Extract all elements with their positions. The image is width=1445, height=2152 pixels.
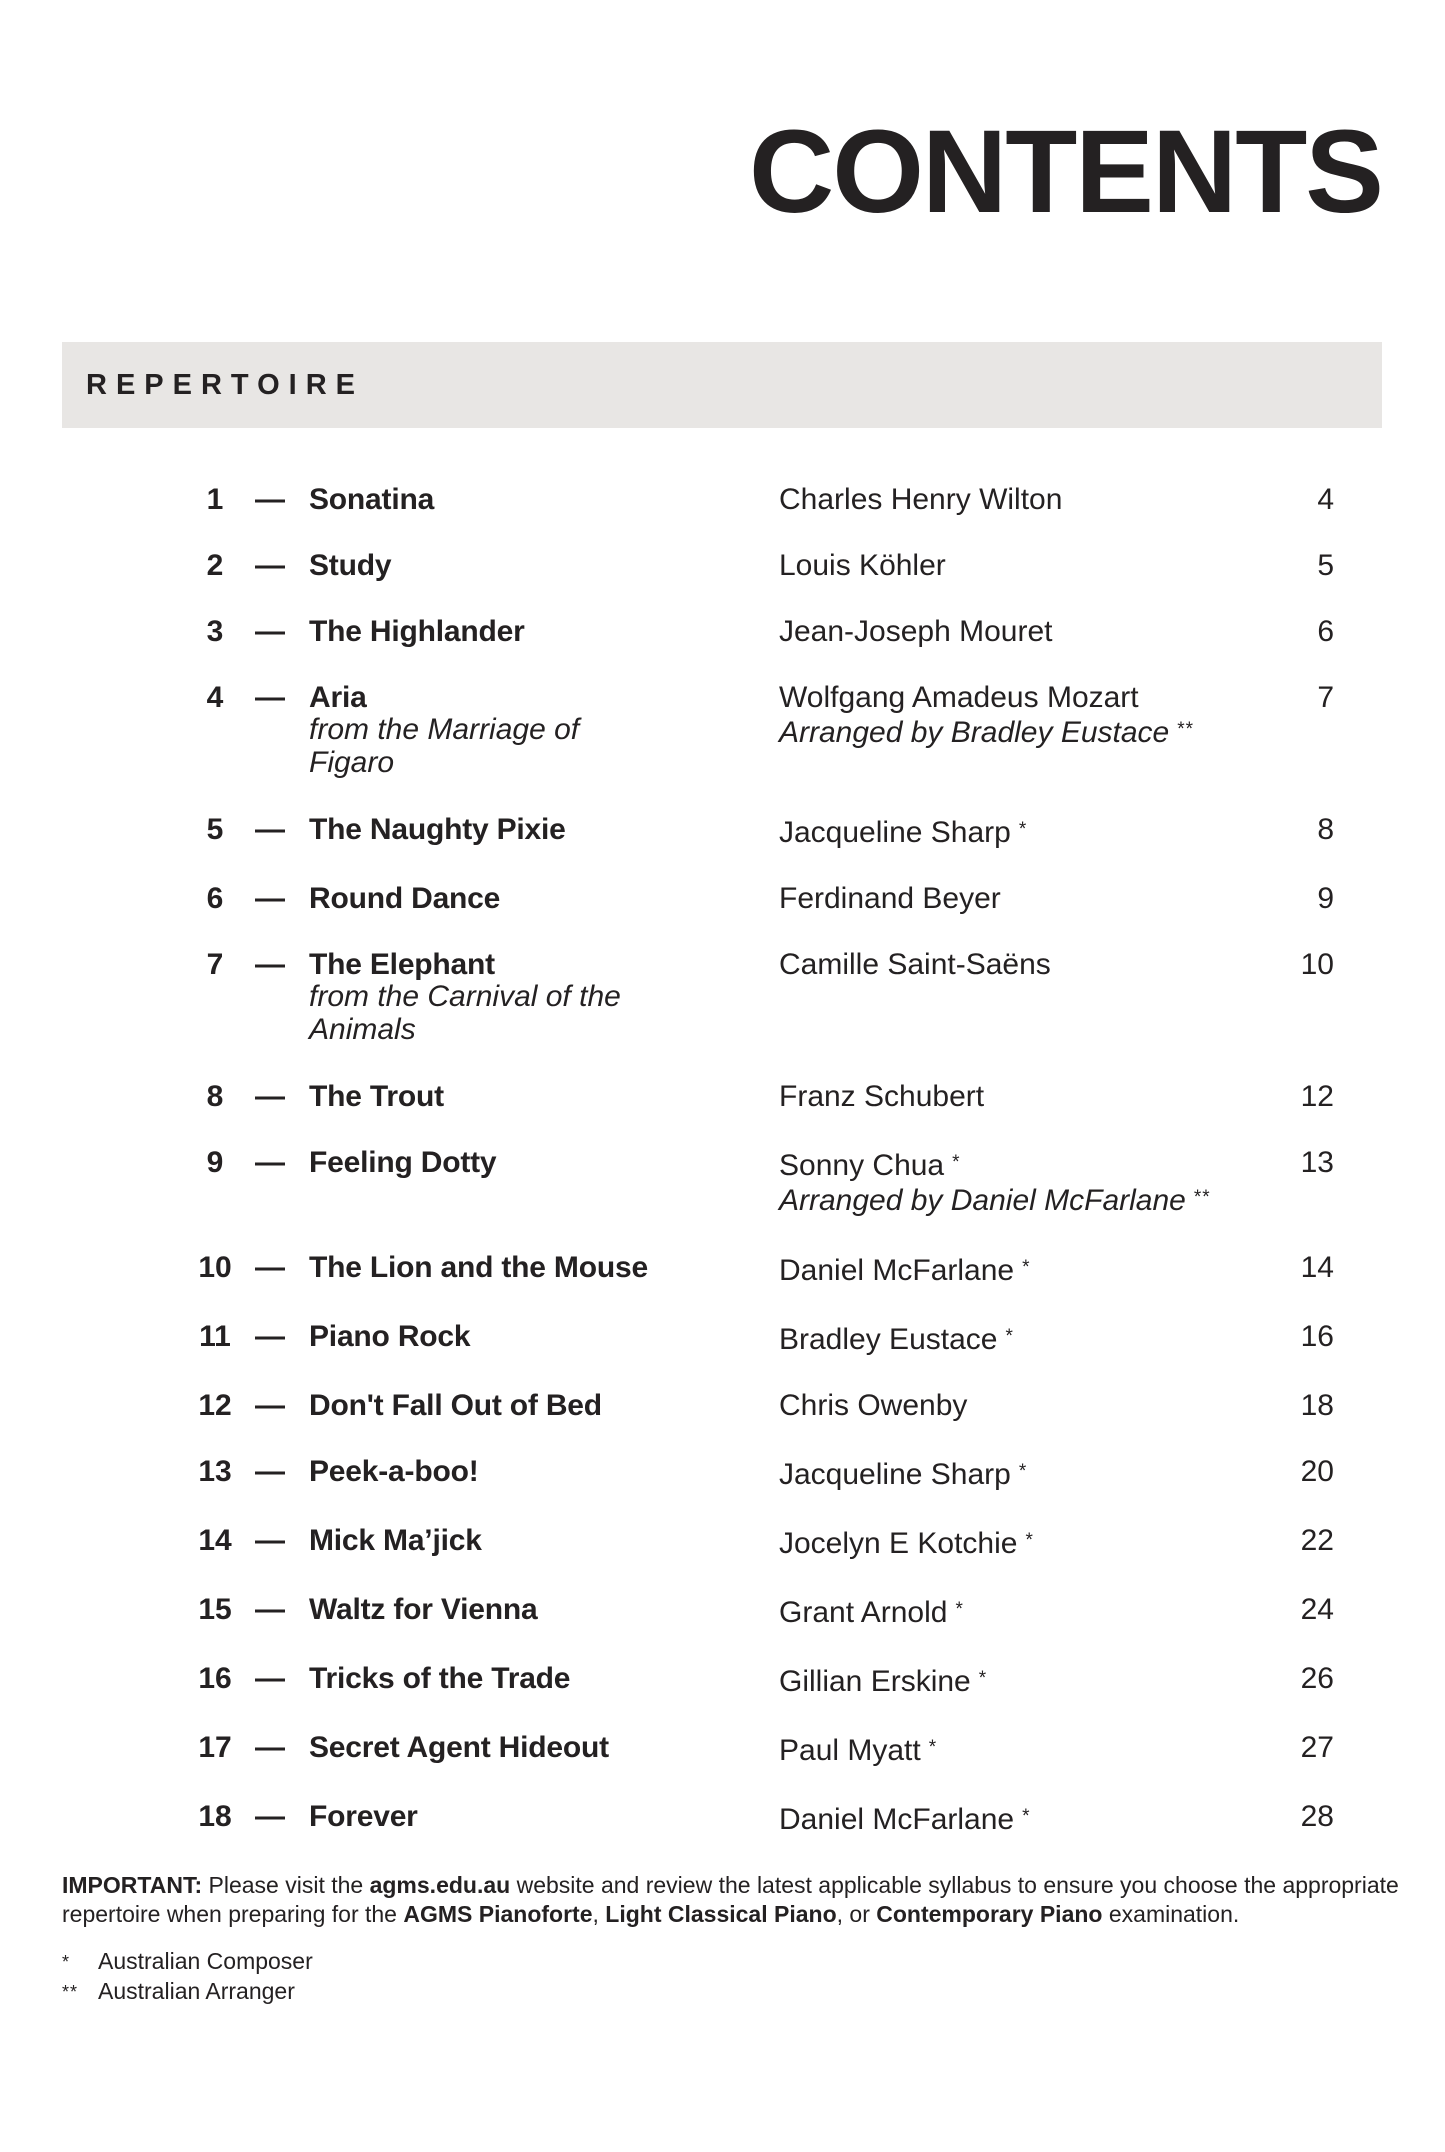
important-line <box>62 1871 1399 1900</box>
entry-composer: Jacqueline Sharp * <box>779 1458 1028 1491</box>
entry-composer: Camille Saint-Saëns <box>779 948 1051 981</box>
entry-composer-cell <box>779 683 1244 749</box>
entry-title: Secret Agent Hideout <box>309 1731 609 1764</box>
entry-composer-cell <box>779 815 1244 848</box>
entry-composer-cell <box>779 1595 1244 1628</box>
entry-page: 8 <box>1317 813 1334 846</box>
footer-text-segment: repertoire when preparing for the <box>62 1901 404 1927</box>
entry-composer-cell <box>779 1148 1244 1217</box>
entry-title-cell <box>309 1802 779 1832</box>
entry-number: 9 <box>206 1146 224 1179</box>
entry-number: 14 <box>198 1524 232 1557</box>
toc-row <box>62 1733 1334 1766</box>
entry-composer-cell <box>779 1733 1244 1766</box>
entry-dash: — <box>255 1251 285 1284</box>
entry-title-cell <box>309 1664 779 1694</box>
page-footer <box>62 1871 1399 2007</box>
entry-composer: Louis Köhler <box>779 549 946 582</box>
entry-page: 14 <box>1300 1251 1334 1284</box>
entry-page: 10 <box>1300 948 1334 981</box>
composer-asterisk-mark: * <box>928 1737 938 1758</box>
entry-page: 4 <box>1317 483 1334 516</box>
entry-title: Tricks of the Trade <box>309 1662 571 1695</box>
entry-title-cell <box>309 551 779 581</box>
entry-title-cell <box>309 1595 779 1625</box>
entry-dash: — <box>255 1731 285 1764</box>
entry-composer: Daniel McFarlane * <box>779 1803 1031 1836</box>
entry-number: 16 <box>198 1662 232 1695</box>
entry-title-cell <box>309 1733 779 1763</box>
entry-title: Forever <box>309 1800 418 1833</box>
section-header-label: REPERTOIRE <box>86 368 365 401</box>
legend-item <box>62 1947 1382 1977</box>
arranger-asterisk-mark: ** <box>1177 719 1195 740</box>
toc-row <box>62 1391 1334 1421</box>
contents-page <box>0 108 1445 2007</box>
entry-composer-cell <box>779 551 1244 581</box>
entry-number: 7 <box>206 948 224 981</box>
entry-page: 16 <box>1300 1320 1334 1353</box>
entry-title-cell <box>309 1148 779 1178</box>
composer-asterisk-mark: * <box>1022 1806 1031 1827</box>
composer-asterisk-mark: * <box>1022 1257 1031 1278</box>
entry-dash: — <box>255 882 285 915</box>
entry-title-cell <box>309 1457 779 1487</box>
toc-row <box>62 950 1334 1046</box>
arranger-asterisk-mark: ** <box>1193 1187 1211 1208</box>
composer-asterisk-mark: * <box>952 1152 961 1173</box>
entry-page: 28 <box>1300 1800 1334 1833</box>
entry-dash: — <box>255 1080 285 1113</box>
page-title: CONTENTS <box>749 106 1382 238</box>
entry-dash: — <box>255 1389 285 1422</box>
toc-row <box>62 815 1334 848</box>
entry-composer-cell <box>779 1802 1244 1835</box>
entry-composer: Charles Henry Wilton <box>779 483 1063 516</box>
entry-number: 6 <box>206 882 224 915</box>
entry-title: The Trout <box>309 1080 444 1113</box>
entry-composer-cell <box>779 1526 1244 1559</box>
composer-asterisk-mark: * <box>955 1599 964 1620</box>
entry-composer: Ferdinand Beyer <box>779 882 1001 915</box>
entry-number: 5 <box>206 813 224 846</box>
entry-dash: — <box>255 1146 285 1179</box>
toc-row <box>62 1322 1334 1355</box>
legend <box>62 1947 1382 2007</box>
entry-title-cell <box>309 1253 779 1283</box>
entry-number: 13 <box>198 1455 232 1488</box>
entry-dash: — <box>255 1593 285 1626</box>
composer-asterisk-mark: * <box>1005 1326 1014 1347</box>
entry-composer-cell <box>779 617 1244 647</box>
entry-title: The Highlander <box>309 615 525 648</box>
footer-text-segment: website and review the latest applicable syllabus to ensure you choose the appropriate <box>510 1872 1399 1898</box>
entry-page: 9 <box>1317 882 1334 915</box>
asterisk-mark: * <box>62 1952 71 1972</box>
entry-number: 8 <box>206 1080 224 1113</box>
toc-row <box>62 683 1334 779</box>
entry-number: 18 <box>198 1800 232 1833</box>
entry-composer: Grant Arnold * <box>779 1596 964 1629</box>
entry-dash: — <box>255 681 285 714</box>
entry-page: 7 <box>1317 681 1334 714</box>
toc-row <box>62 1457 1334 1490</box>
toc-row <box>62 617 1334 647</box>
entry-composer: Jacqueline Sharp * <box>779 816 1028 849</box>
entry-composer-cell <box>779 1391 1244 1421</box>
entry-title: Piano Rock <box>309 1320 471 1353</box>
entry-title: Sonatina <box>309 483 435 516</box>
footer-text-segment: Please visit the <box>202 1872 370 1898</box>
legend-label: Australian Composer <box>98 1948 313 1974</box>
entry-dash: — <box>255 615 285 648</box>
entry-composer: Wolfgang Amadeus Mozart <box>779 681 1139 714</box>
entry-composer-cell <box>779 1082 1244 1112</box>
entry-title-cell <box>309 1391 779 1421</box>
entry-title-cell <box>309 1082 779 1112</box>
entry-title: The Lion and the Mouse <box>309 1251 648 1284</box>
entry-composer-cell <box>779 884 1244 914</box>
entry-page: 12 <box>1300 1080 1334 1113</box>
entry-composer: Daniel McFarlane * <box>779 1254 1031 1287</box>
entry-composer: Bradley Eustace * <box>779 1323 1014 1356</box>
composer-asterisk-mark: * <box>1018 819 1028 840</box>
entry-dash: — <box>255 483 285 516</box>
entry-page: 27 <box>1300 1731 1334 1764</box>
entry-title-cell <box>309 1322 779 1352</box>
entry-title: The Naughty Pixie <box>309 813 566 846</box>
entry-title: Don't Fall Out of Bed <box>309 1389 602 1422</box>
entry-page: 5 <box>1317 549 1334 582</box>
entry-dash: — <box>255 1662 285 1695</box>
entry-page: 18 <box>1300 1389 1334 1422</box>
entry-number: 4 <box>206 681 224 714</box>
entry-composer: Sonny Chua * <box>779 1149 961 1182</box>
toc-row <box>62 884 1334 914</box>
entry-composer-cell <box>779 485 1244 515</box>
entry-composer: Paul Myatt * <box>779 1734 938 1767</box>
entry-composer: Jean-Joseph Mouret <box>779 615 1053 648</box>
entry-arranger: Arranged by Bradley Eustace ** <box>779 716 1195 749</box>
entry-composer-cell <box>779 1664 1244 1697</box>
entry-dash: — <box>255 1455 285 1488</box>
entry-dash: — <box>255 549 285 582</box>
entry-title: Study <box>309 549 392 582</box>
entry-composer: Franz Schubert <box>779 1080 985 1113</box>
entry-page: 20 <box>1300 1455 1334 1488</box>
legend-label: Australian Arranger <box>98 1978 295 2004</box>
entry-dash: — <box>255 948 285 981</box>
entry-composer: Jocelyn E Kotchie * <box>779 1527 1034 1560</box>
footer-text-segment: , or <box>836 1901 877 1927</box>
entry-title: The Elephant <box>309 948 495 981</box>
entry-subtitle: from the Carnival of the Animals <box>309 980 621 1046</box>
toc-row <box>62 1253 1334 1286</box>
entry-subtitle: from the Marriage of Figaro <box>309 713 580 779</box>
composer-asterisk-mark: * <box>1018 1461 1028 1482</box>
entry-dash: — <box>255 1800 285 1833</box>
entry-title-cell <box>309 950 779 1046</box>
footer-bold-segment: Contemporary Piano <box>876 1901 1103 1927</box>
toc-row <box>62 551 1334 581</box>
entry-number: 12 <box>198 1389 232 1422</box>
entry-composer-cell <box>779 1253 1244 1286</box>
entry-title-cell <box>309 617 779 647</box>
toc-row <box>62 1526 1334 1559</box>
important-line <box>62 1900 1382 1929</box>
entry-composer-cell <box>779 1322 1244 1355</box>
entry-number: 11 <box>199 1320 231 1353</box>
entry-title-cell <box>309 683 779 779</box>
entry-number: 17 <box>198 1731 232 1764</box>
entry-dash: — <box>255 813 285 846</box>
composer-asterisk-mark: * <box>978 1668 988 1689</box>
entry-title-cell <box>309 485 779 515</box>
toc-row <box>62 485 1334 515</box>
footer-text-segment: examination. <box>1102 1901 1240 1927</box>
entry-title: Aria <box>309 681 367 714</box>
toc-row <box>62 1595 1334 1628</box>
entry-title: Round Dance <box>309 882 501 915</box>
entry-title: Feeling Dotty <box>309 1146 497 1179</box>
entry-page: 22 <box>1300 1524 1334 1557</box>
entry-number: 15 <box>198 1593 232 1626</box>
entry-title-cell <box>309 1526 779 1556</box>
entry-number: 10 <box>198 1251 232 1284</box>
entry-title: Waltz for Vienna <box>309 1593 538 1626</box>
entry-page: 26 <box>1300 1662 1334 1695</box>
entry-composer-cell <box>779 950 1244 980</box>
footer-bold-segment: Light Classical Piano <box>605 1901 837 1927</box>
entry-composer: Gillian Erskine * <box>779 1665 988 1698</box>
footer-bold-segment: AGMS Pianoforte <box>403 1901 593 1927</box>
entry-number: 1 <box>206 483 224 516</box>
entry-number: 2 <box>206 549 224 582</box>
entry-page: 24 <box>1300 1593 1334 1626</box>
entry-number: 3 <box>206 615 224 648</box>
footer-bold-segment: agms.edu.au <box>369 1872 511 1898</box>
legend-item <box>62 1977 1382 2007</box>
entry-title: Peek-a-boo! <box>309 1455 479 1488</box>
entry-composer: Chris Owenby <box>779 1389 968 1422</box>
asterisk-mark: ** <box>62 1982 79 2002</box>
entry-title-cell <box>309 884 779 914</box>
toc-row <box>62 1148 1334 1217</box>
entry-composer-cell <box>779 1457 1244 1490</box>
section-header-band <box>62 342 1382 428</box>
toc-row <box>62 1082 1334 1112</box>
entry-page: 6 <box>1317 615 1334 648</box>
entry-dash: — <box>255 1524 285 1557</box>
entry-dash: — <box>255 1320 285 1353</box>
entry-title: Mick Ma’jick <box>309 1524 482 1557</box>
entry-title-cell <box>309 815 779 845</box>
important-note <box>62 1871 1399 1929</box>
entry-arranger: Arranged by Daniel McFarlane ** <box>779 1184 1211 1217</box>
toc-row <box>62 1664 1334 1697</box>
toc-row <box>62 1802 1334 1835</box>
entry-page: 13 <box>1300 1146 1334 1179</box>
footer-bold-segment: IMPORTANT: <box>62 1872 203 1898</box>
footer-text-segment: , <box>592 1901 606 1927</box>
composer-asterisk-mark: * <box>1025 1530 1034 1551</box>
toc-list <box>62 485 1382 1835</box>
